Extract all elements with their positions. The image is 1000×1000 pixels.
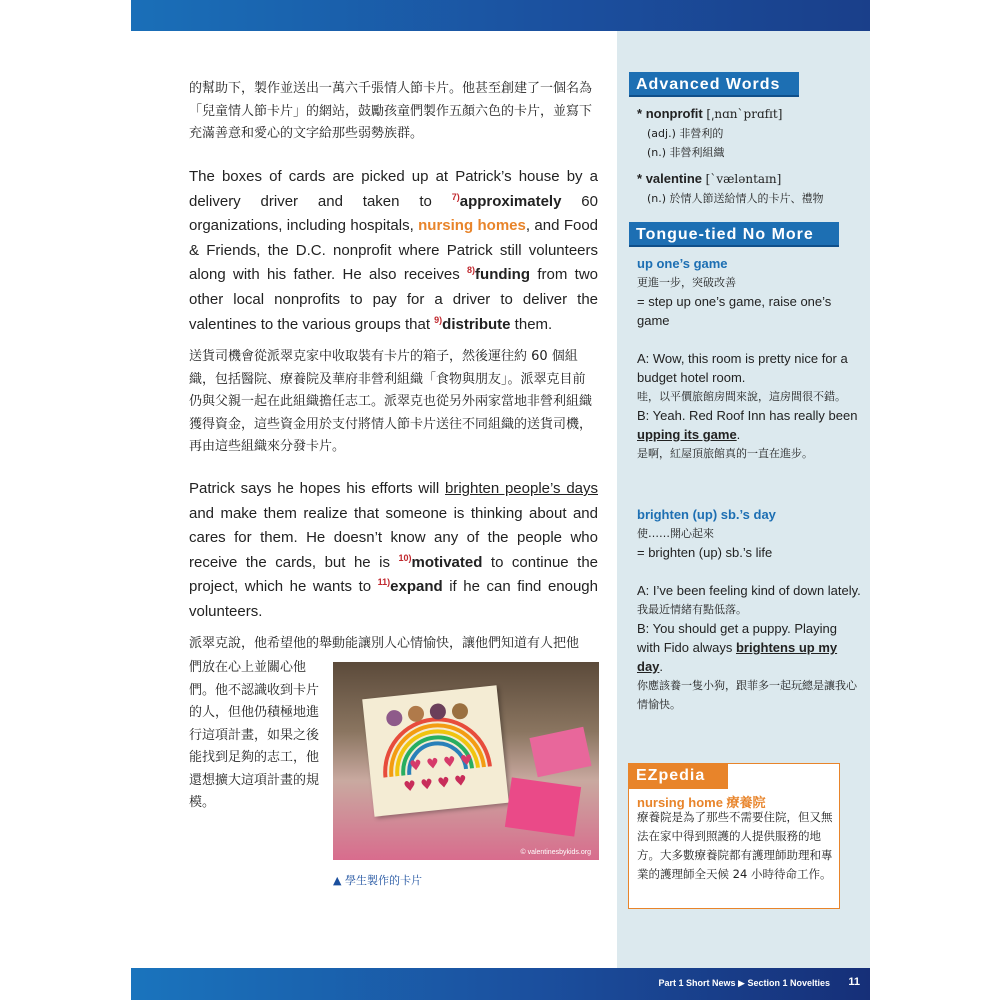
chinese-paragraph-3-rest: 們放在心上並關心他們。他不認識收到卡片的人，但他仍積極地進行這項計畫，如果之後能找到足夠的志工，他還想擴大這項計畫的規模。: [189, 660, 320, 810]
photo-watermark: © valentinesbykids.org: [520, 849, 591, 856]
vocab-number: 9): [434, 314, 443, 325]
highlight-term: nursing homes: [418, 217, 526, 235]
pink-card: [505, 777, 581, 836]
vocab-word: distribute: [442, 315, 511, 333]
vocab-word: approximately: [459, 192, 562, 210]
footer-bar: [131, 968, 870, 1000]
vocab-word: funding: [475, 266, 531, 284]
vocab-number: 7): [451, 191, 460, 202]
phrase-entry-1: up one’s game 更進一步，突破改善 = step up one’s game, raise one’s game A: Wow, this room is pretty nice for a budget hotel room. 哇，以平價旅館房間來說，這房間很不錯。 B: Yeah. Red Roof Inn has really been upping its game. 是啊，紅屋頂旅館真的一直在進步。: [637, 254, 862, 463]
advanced-words-header: Advanced Words: [629, 72, 799, 97]
chinese-paragraph-3-line1: 派翠克說，他希望他的舉動能讓別人心情愉快，讓他們知道有人把他: [189, 636, 580, 651]
word-headword: nonprofit: [645, 106, 703, 121]
rainbow-card: [362, 685, 509, 816]
advanced-word-entry: * nonprofit [͵nɑnˋprɑfɪt] (adj.) 非營利的 (n.) 非營利組織: [637, 106, 783, 159]
vocab-number: 8): [467, 265, 476, 276]
advanced-word-entry: * valentine [ˋvæləntaɪn] (n.) 於情人節送給情人的卡片、禮物: [637, 171, 824, 205]
vocab-word: motivated: [411, 553, 483, 571]
vocab-word: expand: [390, 578, 443, 596]
vocab-number: 10): [398, 552, 412, 563]
english-paragraph-2: Patrick says he hopes his efforts will brighten people’s days and make them realize that someone is thinking about and cares for them. He doesn’t know any of the people who receive the cards, but he is $^{10)}$motivated to continue the project, which he wants to $^{11)}$expand if he can find enough volunteers.: [189, 480, 599, 620]
svg-text:♥ ♥ ♥ ♥: ♥ ♥ ♥ ♥: [408, 752, 474, 775]
tongue-tied-header: Tongue-tied No More: [629, 222, 839, 247]
chinese-paragraph-2: 送貨司機會從派翠克家中收取裝有卡片的箱子，然後運往約 60 個組織，包括醫院、療養院及華府非營利組織「食物與朋友」。派翠克目前仍與父親一起在此組織擔任志工。派翠克也從另外兩家當地非營利組織獲得資金，這些資金用於支付將情人節卡片送往不同組織的送貨司機，再由這些組織來分發卡片。: [189, 349, 593, 454]
ezpedia-header: EZpedia: [628, 763, 728, 789]
phrase-title: up one’s game: [637, 256, 728, 271]
student-cards-photo: [333, 662, 599, 860]
word-headword: valentine: [645, 171, 703, 186]
underlined-phrase: brightens up my day: [637, 640, 838, 674]
chinese-paragraph-1: 的幫助下，製作並送出一萬六千張情人節卡片。他甚至創建了一個名為「兒童情人節卡片」的網站，鼓勵孩童們製作五顏六色的卡片，並寫下充滿善意和愛心的文字給那些弱勢族群。: [189, 81, 593, 141]
ezpedia-term: nursing home 療養院: [637, 795, 766, 810]
vocab-number: 11): [377, 577, 391, 588]
word-ipa: [ˋvæləntaɪn]: [705, 172, 782, 186]
photo-caption: ▲ 學生製作的卡片: [333, 874, 422, 887]
section-breadcrumb: Part 1 Short News ▶ Section 1 Novelties: [658, 978, 830, 988]
pink-card: [529, 727, 591, 778]
underlined-phrase: brighten people’s days: [444, 480, 598, 497]
svg-text:♥ ♥ ♥ ♥: ♥ ♥ ♥ ♥: [402, 772, 468, 796]
underlined-phrase: upping its game: [637, 427, 737, 442]
word-ipa: [͵nɑnˋprɑfɪt]: [706, 107, 783, 121]
phrase-entry-2: brighten (up) sb.’s day 使……開心起來 = brighten (up) sb.’s life A: I’ve been feeling kind of down lately. 我最近情緒有點低落。 B: You should get a puppy. Playing with Fido always brightens up my day. 你應該養一隻小狗，跟菲多一起玩總是讓我心情愉快。: [637, 507, 861, 711]
page-number: 11: [848, 976, 860, 988]
english-paragraph-1: The boxes of cards are picked up at Patrick’s house by a delivery driver and taken to $^{7)}$approximately 60 organizations, including hospitals, nursing homes, and Food & Friends, the D.C. nonprofit where Patrick still volunteers along with his father. He also receives $^{8)}$funding from two other local nonprofits to pay for a driver to deliver the valentines to the various groups that $^{9)}$distribute them.: [189, 168, 599, 333]
top-banner: [131, 0, 870, 31]
ezpedia-text: 療養院是為了那些不需要住院，但又無法在家中得到照護的人提供服務的地方。大多數療養院都有護理師助理和專業的護理師全天候 24 小時待命工作。: [637, 810, 833, 881]
phrase-title: brighten (up) sb.’s day: [637, 507, 776, 522]
rainbow-drawing: [362, 685, 509, 816]
